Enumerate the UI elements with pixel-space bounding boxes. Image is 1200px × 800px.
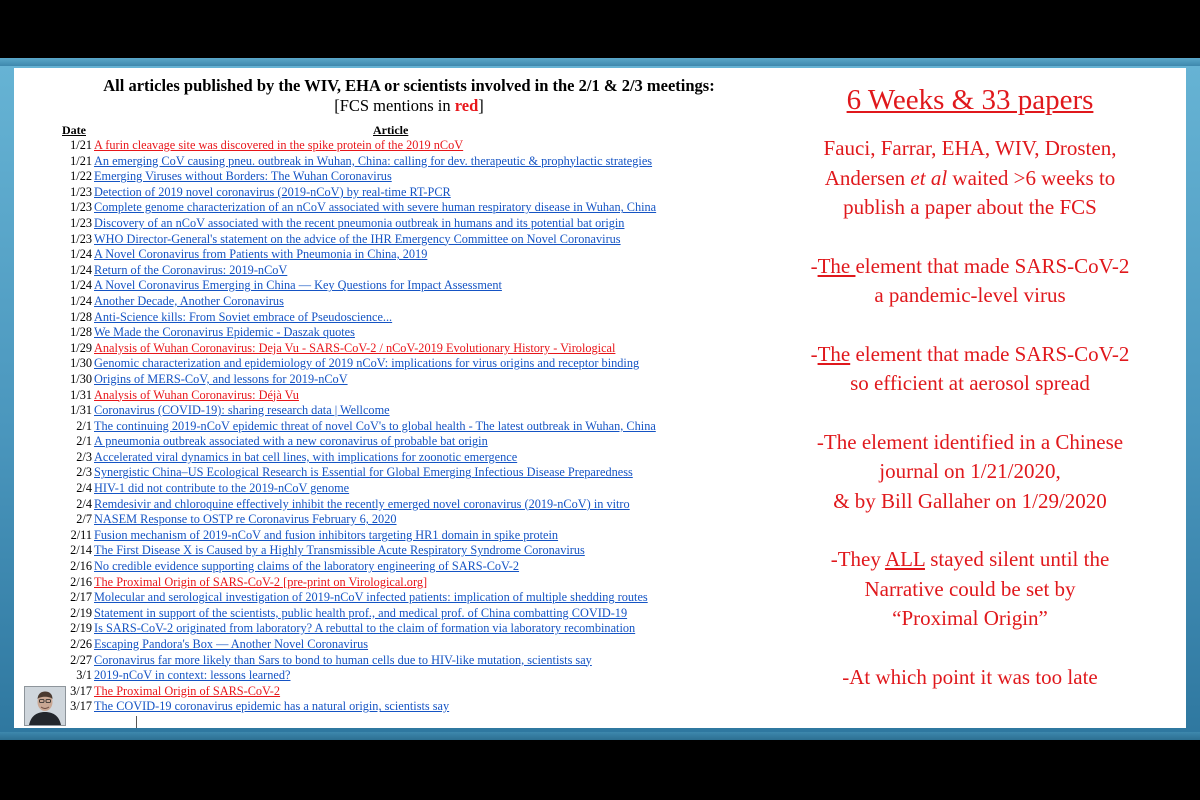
article-date: 2/1 (76, 434, 92, 449)
article-row (54, 465, 794, 481)
article-link[interactable]: A furin cleavage site was discovered in the spike protein of the 2019 nCoV (94, 138, 464, 152)
text-cursor (136, 716, 137, 728)
article-date: 2/14 (70, 543, 92, 558)
article-date: 1/28 (70, 309, 92, 324)
person-photo-icon (25, 687, 65, 725)
article-row (54, 325, 794, 341)
article-row (54, 481, 794, 497)
article-date: 1/24 (70, 247, 92, 262)
p2-line-a (770, 252, 1170, 282)
heading-open: [FCS mentions in (334, 96, 455, 115)
article-row (54, 497, 794, 513)
p2-rest: element that made SARS-CoV-2 (855, 253, 1130, 278)
summary-paragraph-3 (770, 340, 1170, 399)
p3-rest: element that made SARS-CoV-2 (850, 341, 1130, 366)
article-link[interactable]: Fusion mechanism of 2019-nCoV and fusion inhibitors targeting HR1 domain in spike protein (94, 527, 559, 542)
article-date: 2/3 (76, 465, 92, 480)
article-date: 3/17 (70, 683, 92, 698)
article-link[interactable]: Discovery of an nCoV associated with the recent pneumonia outbreak in humans and its potential bat origin (94, 215, 625, 230)
article-link[interactable]: The Proximal Origin of SARS-CoV-2 [pre-print on Virological.org] (94, 574, 428, 589)
article-row (54, 434, 794, 450)
article-date: 2/7 (76, 512, 92, 527)
article-link[interactable]: Detection of 2019 novel coronavirus (2019-nCoV) by real-time RT-PCR (94, 184, 451, 199)
article-link[interactable]: We Made the Coronavirus Epidemic - Daszak quotes (94, 325, 355, 340)
article-row (54, 200, 794, 216)
article-link[interactable]: The continuing 2019-nCoV epidemic threat of novel CoV's to global health - The latest outbreak in Wuhan, China (94, 418, 656, 433)
article-link[interactable]: Complete genome characterization of an nCoV associated with severe human respiratory disease in Wuhan, China (94, 200, 657, 215)
article-date: 2/4 (76, 496, 92, 511)
article-date: 2/27 (70, 652, 92, 667)
article-date: 1/23 (70, 215, 92, 230)
heading-red-word: red (454, 96, 479, 115)
article-row (54, 699, 794, 715)
column-header-date: Date (62, 123, 86, 137)
p4-line-a: -The element identified in a Chinese (816, 429, 1124, 454)
p5-all: ALL (884, 547, 925, 571)
article-date: 1/21 (70, 153, 92, 168)
heading-close: ] (478, 96, 484, 115)
heading-line-1: All articles published by the WIV, EHA or scientists involved in the 2/1 & 2/3 meetings: (103, 76, 715, 95)
article-link[interactable]: WHO Director-General's statement on the advice of the IHR Emergency Committee on Novel Coronavirus (94, 231, 621, 246)
article-link[interactable]: Coronavirus (COVID-19): sharing research data | Wellcome (94, 403, 390, 418)
article-link[interactable]: A pneumonia outbreak associated with a new coronavirus of probable bat origin (94, 434, 488, 449)
article-date: 1/30 (70, 371, 92, 386)
article-row (54, 310, 794, 326)
summary-paragraph-4 (770, 428, 1170, 517)
article-row (54, 621, 794, 637)
article-date: 1/24 (70, 278, 92, 293)
slide-panel (14, 68, 1186, 728)
article-row (54, 668, 794, 684)
top-accent-bar (0, 58, 1200, 66)
article-link[interactable]: Statement in support of the scientists, public health prof., and medical prof. of China combatting COVID-19 (94, 605, 628, 620)
article-date: 2/11 (70, 527, 92, 542)
p2-dash: - (810, 253, 818, 278)
article-row (54, 684, 794, 700)
article-row (54, 450, 794, 466)
article-link[interactable]: Coronavirus far more likely than Sars to bond to human cells due to HIV-like mutation, scientists say (94, 652, 592, 667)
article-link[interactable]: A Novel Coronavirus from Patients with Pneumonia in China, 2019 (94, 247, 428, 262)
article-date: 1/24 (70, 262, 92, 277)
p5-line-a (770, 545, 1170, 575)
p3-line-b: so efficient at aerosol spread (850, 371, 1090, 395)
p1-waited: waited >6 weeks to (947, 165, 1116, 190)
article-date: 1/23 (70, 200, 92, 215)
p3-the: The (817, 341, 851, 366)
article-date: 1/21 (70, 138, 92, 152)
article-date: 2/16 (70, 574, 92, 589)
article-date: 1/29 (70, 340, 92, 355)
article-list (54, 138, 794, 715)
article-link[interactable]: Is SARS-CoV-2 originated from laboratory? A rebuttal to the claim of formation via laboratory recombination (94, 621, 636, 636)
article-date: 1/23 (70, 231, 92, 246)
article-link[interactable]: Analysis of Wuhan Coronavirus: Deja Vu - SARS-CoV-2 / nCoV-2019 Evolutionary History - Virological (94, 340, 616, 355)
article-date: 2/1 (76, 418, 92, 433)
article-row (54, 512, 794, 528)
article-link[interactable]: Origins of MERS-CoV, and lessons for 2019-nCoV (94, 371, 348, 386)
summary-paragraph-1 (770, 134, 1170, 223)
article-link[interactable]: Synergistic China–US Ecological Research is Essential for Global Emerging Infectious Disease Preparedness (94, 465, 633, 480)
p4-line-b: journal on 1/21/2020, (879, 459, 1061, 483)
p1-et-al: et al (910, 165, 948, 190)
article-link[interactable]: Accelerated viral dynamics in bat cell lines, with implications for zoonotic emergence (94, 449, 518, 464)
article-link[interactable]: The Proximal Origin of SARS-CoV-2 (94, 683, 281, 698)
article-link[interactable]: Return of the Coronavirus: 2019-nCoV (94, 262, 288, 277)
article-row (54, 247, 794, 263)
article-row (54, 154, 794, 170)
article-row (54, 356, 794, 372)
article-link[interactable]: Remdesivir and chloroquine effectively inhibit the recently emerged novel coronavirus (2019-nCoV) in vitro (94, 496, 630, 511)
p2-line-b: a pandemic-level virus (874, 283, 1066, 307)
article-date: 1/24 (70, 293, 92, 308)
article-date: 1/31 (70, 387, 92, 402)
summary-paragraph-2 (770, 252, 1170, 311)
p3-dash: - (810, 341, 818, 366)
article-link[interactable]: Molecular and serological investigation of 2019-nCoV infected patients: implication of multiple shedding routes (94, 590, 648, 605)
p1-andersen: Andersen (824, 165, 911, 190)
article-row (54, 341, 794, 357)
article-link[interactable]: A Novel Coronavirus Emerging in China — Key Questions for Impact Assessment (94, 278, 502, 293)
article-date: 3/17 (70, 699, 92, 714)
article-row (54, 185, 794, 201)
article-row (54, 169, 794, 185)
column-header-article: Article (373, 123, 409, 137)
article-link[interactable]: Anti-Science kills: From Soviet embrace of Pseudoscience... (94, 309, 393, 324)
article-date: 2/26 (70, 637, 92, 651)
article-link[interactable]: An emerging CoV causing pneu. outbreak in Wuhan, China: calling for dev. therapeutic & prophylactic strategies (94, 153, 653, 168)
article-date: 1/28 (70, 325, 92, 340)
p2-the: The (817, 253, 856, 278)
article-date: 2/3 (76, 449, 92, 464)
article-row (54, 403, 794, 419)
article-row (54, 216, 794, 232)
article-row (54, 575, 794, 591)
summary-paragraph-6: -At which point it was too late (842, 664, 1098, 689)
article-row (54, 263, 794, 279)
article-date: 2/16 (70, 559, 92, 574)
article-link[interactable]: The COVID-19 coronavirus epidemic has a natural origin, scientists say (94, 699, 450, 714)
article-link[interactable]: 2019-nCoV in context: lessons learned? (94, 668, 291, 683)
article-row (54, 232, 794, 248)
p5-line-b: Narrative could be set by (864, 576, 1076, 601)
p1-line-c: publish a paper about the FCS (843, 195, 1097, 219)
p5-they: -They (830, 547, 885, 571)
article-link[interactable]: Emerging Viruses without Borders: The Wuhan Coronavirus (94, 169, 392, 184)
article-date: 2/19 (70, 605, 92, 620)
article-date: 2/4 (76, 481, 92, 496)
article-link[interactable]: NASEM Response to OSTP re Coronavirus February 6, 2020 (94, 512, 397, 527)
article-row (54, 637, 794, 653)
article-row (54, 294, 794, 310)
article-row (54, 388, 794, 404)
summary-panel (770, 82, 1170, 721)
article-row (54, 419, 794, 435)
article-row (54, 559, 794, 575)
list-heading (54, 76, 764, 116)
p1-line-b (770, 164, 1170, 194)
article-row (54, 543, 794, 559)
summary-title: 6 Weeks & 33 papers (846, 84, 1094, 116)
article-link[interactable]: No credible evidence supporting claims of the laboratory engineering of SARS-CoV-2 (94, 559, 520, 574)
article-row (54, 138, 794, 154)
article-link[interactable]: Analysis of Wuhan Coronavirus: Déjà Vu (94, 387, 299, 402)
p5-line-c: “Proximal Origin” (892, 606, 1048, 630)
summary-paragraph-5 (770, 545, 1170, 634)
avatar (24, 686, 66, 726)
article-date: 1/22 (70, 169, 92, 184)
heading-line-2 (54, 96, 764, 116)
article-link[interactable]: The First Disease X is Caused by a Highly Transmissible Acute Respiratory Syndrome Coronavirus (94, 543, 585, 558)
article-row (54, 606, 794, 622)
article-row (54, 590, 794, 606)
article-row (54, 372, 794, 388)
article-row (54, 528, 794, 544)
article-date: 3/1 (76, 668, 92, 683)
article-date: 2/17 (70, 590, 92, 605)
p3-line-a (770, 340, 1170, 370)
article-link[interactable]: Genomic characterization and epidemiology of 2019 nCoV: implications for virus origins and receptor binding (94, 356, 640, 371)
article-row (54, 278, 794, 294)
p5-rest: stayed silent until the (924, 547, 1110, 571)
article-row (54, 653, 794, 669)
article-date: 1/30 (70, 356, 92, 371)
bottom-accent-bar (0, 732, 1200, 740)
article-date: 1/23 (70, 184, 92, 199)
p1-line-a: Fauci, Farrar, EHA, WIV, Drosten, (823, 136, 1117, 160)
p4-line-c: & by Bill Gallaher on 1/29/2020 (833, 488, 1107, 513)
article-link[interactable]: HIV-1 did not contribute to the 2019-nCoV genome (94, 481, 350, 496)
article-link[interactable]: Another Decade, Another Coronavirus (94, 293, 284, 308)
article-date: 1/31 (70, 403, 92, 418)
article-link[interactable]: Escaping Pandora's Box — Another Novel Coronavirus (94, 637, 369, 651)
article-date: 2/19 (70, 621, 92, 636)
